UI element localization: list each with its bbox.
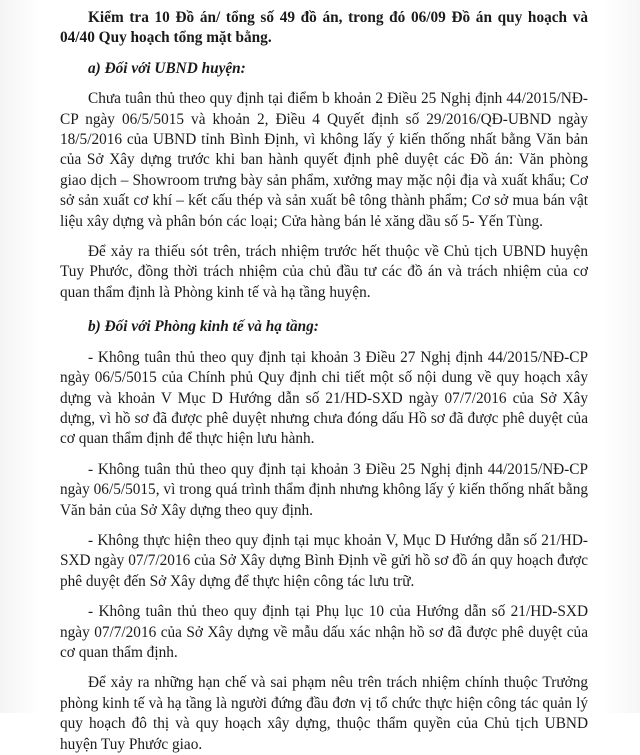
section-b-paragraph-4: - Không tuân thủ theo quy định tại Phụ lục 10 của Hướng dẫn số 21/HD-SXD ngày 07/7/2016 của Sở Xây dựng về mẫu dấu xác nhận hồ sơ đã được phê duyệt của cơ quan thẩm định. (60, 603, 588, 661)
section-b-heading: b) Đối với Phòng kinh tế và hạ tầng: (88, 318, 319, 336)
section-b-paragraph-2: - Không tuân thủ theo quy định tại khoản 3 Điều 25 Nghị định 44/2015/NĐ-CP ngày 06/5/5015, vì trong quá trình thẩm định nhưng không lấy ý kiến thống nhất bằng Văn bản của Sở Xây dựng theo quy định. (60, 460, 588, 519)
section-a-paragraph-2: Để xảy ra thiếu sót trên, trách nhiệm trước hết thuộc về Chủ tịch UBND huyện Tuy Phước, đồng thời trách nhiệm của chủ đầu tư các đồ án và trách nhiệm của cơ quan thẩm định là Phòng kinh tế và hạ tầng huyện. (60, 243, 588, 301)
section-a-heading: a) Đối với UBND huyện: (88, 59, 246, 77)
document-title: Kiểm tra 10 Đồ án/ tổng số 49 đồ án, trong đó 06/09 Đồ án quy hoạch và 04/40 Quy hoạch tổng mặt bằng. (60, 9, 588, 47)
document-body (60, 8, 588, 755)
section-a-paragraph-1: Chưa tuân thủ theo quy định tại điểm b khoản 2 Điều 25 Nghị định 44/2015/NĐ-CP ngày 06/5/5015 và khoản 2, Điều 4 Quyết định số 29/2016/QĐ-UBND ngày 18/5/2016 của UBND tỉnh Bình Định, vì không lấy ý kiến thống nhất bằng Văn bản của Sở Xây dựng trước khi ban hành quyết định phê duyệt các Đồ án: Văn phòng giao dịch – Showroom trưng bày sản phẩm, xưởng may mặc nội địa và xuất khẩu; Cơ sở sản xuất cơ khí – kết cấu thép và sản xuất bê tông thành phẩm; Cơ sở mua bán vật liệu xây dựng và phân bón các loại; Cửa hàng bán lẻ xăng dầu số 5- Yến Tùng. (60, 90, 588, 230)
section-b-paragraph-5: Để xảy ra những hạn chế và sai phạm nêu trên trách nhiệm chính thuộc Trưởng phòng kinh tế và hạ tầng là người đứng đầu đơn vị tổ chức thực hiện công tác quản lý quy hoạch đô thị và quy hoạch xây dựng, thuộc thẩm quyền của Chủ tịch UBND huyện Tuy Phước giao. (60, 674, 588, 753)
section-b-paragraph-3: - Không thực hiện theo quy định tại mục khoản V, Mục D Hướng dẫn số 21/HD-SXD ngày 07/7/2016 của Sở Xây dựng Bình Định về gửi hồ sơ đồ án quy hoạch được phê duyệt đến Sở Xây dựng để thực hiện công tác lưu trữ. (60, 531, 588, 590)
section-b-paragraph-1: - Không tuân thủ theo quy định tại khoản 3 Điều 27 Nghị định 44/2015/NĐ-CP ngày 06/5/5015 của Chính phủ Quy định chi tiết một số nội dung về quy hoạch xây dựng và khoản V Mục D Hướng dẫn số 21/HD-SXD ngày 07/7/2016 của Sở Xây dựng, vì hồ sơ đã được phê duyệt nhưng chưa đóng dấu Hồ sơ đã được phê duyệt của cơ quan thẩm định để thực hiện lưu hành. (60, 348, 588, 448)
